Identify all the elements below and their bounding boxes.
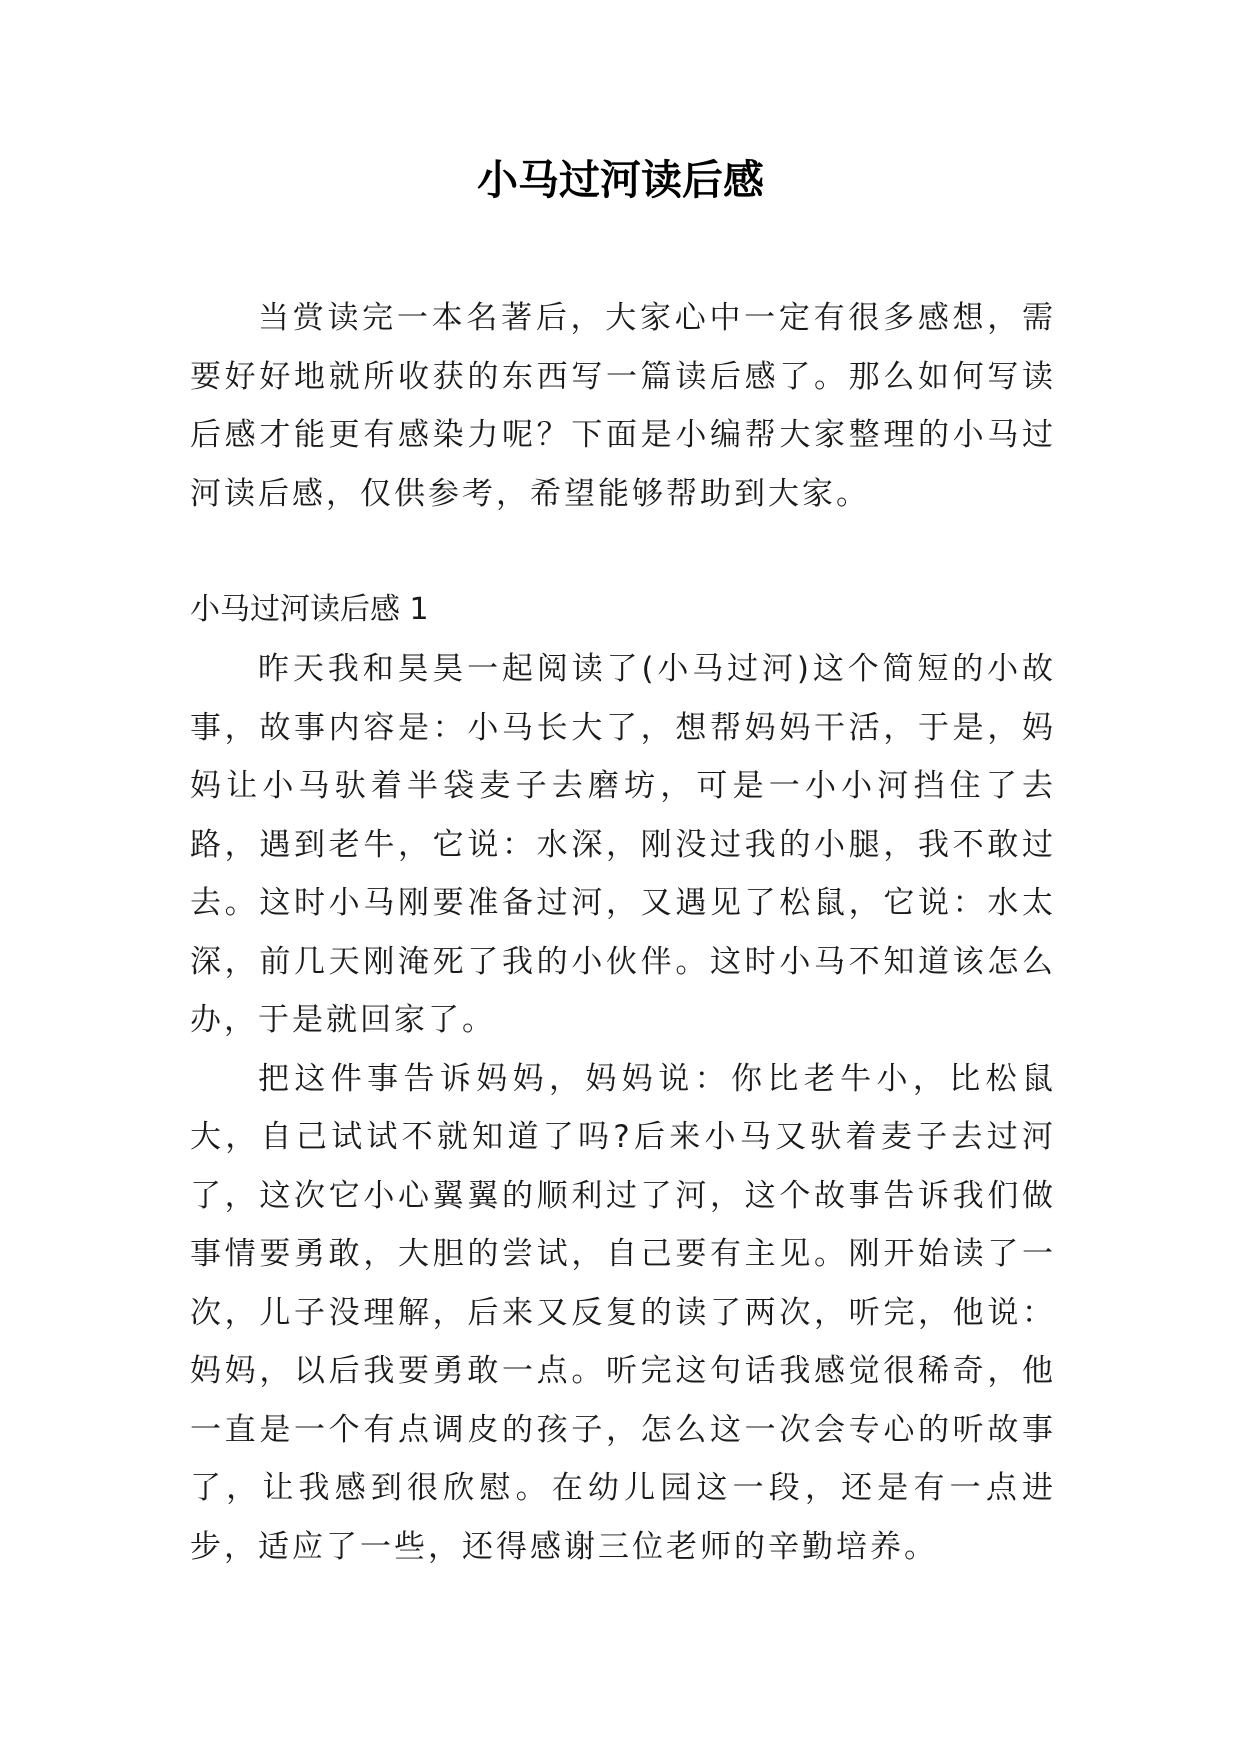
section-heading: 小马过河读后感 1: [190, 592, 429, 627]
section-paragraph-1: 昨天我和昊昊一起阅读了(小马过河)这个简短的小故事，故事内容是：小马长大了，想帮妈妈干活，于是，妈妈让小马驮着半袋麦子去磨坊，可是一小小河挡住了去路，遇到老牛，它说：水深，刚没过我的小腿，我不敢过去。这时小马刚要准备过河，又遇见了松鼠，它说：水太深，前几天刚淹死了我的小伙伴。这时小马不知道该怎么办，于是就回家了。: [190, 651, 1056, 1038]
section-body: [190, 640, 1056, 1576]
intro-paragraph: 当赏读完一本名著后，大家心中一定有很多感想，需要好好地就所收获的东西写一篇读后感了。那么如何写读后感才能更有感染力呢？下面是小编帮大家整理的小马过河读后感，仅供参考，希望能够帮助到大家。: [190, 300, 1056, 512]
document-title: 小马过河读后感: [477, 156, 764, 204]
section-paragraph-2: 把这件事告诉妈妈，妈妈说：你比老牛小，比松鼠大，自己试试不就知道了吗?后来小马又驮着麦子去过河了，这次它小心翼翼的顺利过了河，这个故事告诉我们做事情要勇敢，大胆的尝试，自己要有主见。刚开始读了一次，儿子没理解，后来又反复的读了两次，听完，他说：妈妈，以后我要勇敢一点。听完这句话我感觉很稀奇，他一直是一个有点调皮的孩子，怎么这一次会专心的听故事了，让我感到很欣慰。在幼儿园这一段，还是有一点进步，适应了一些，还得感谢三位老师的辛勤培养。: [190, 1060, 1056, 1565]
